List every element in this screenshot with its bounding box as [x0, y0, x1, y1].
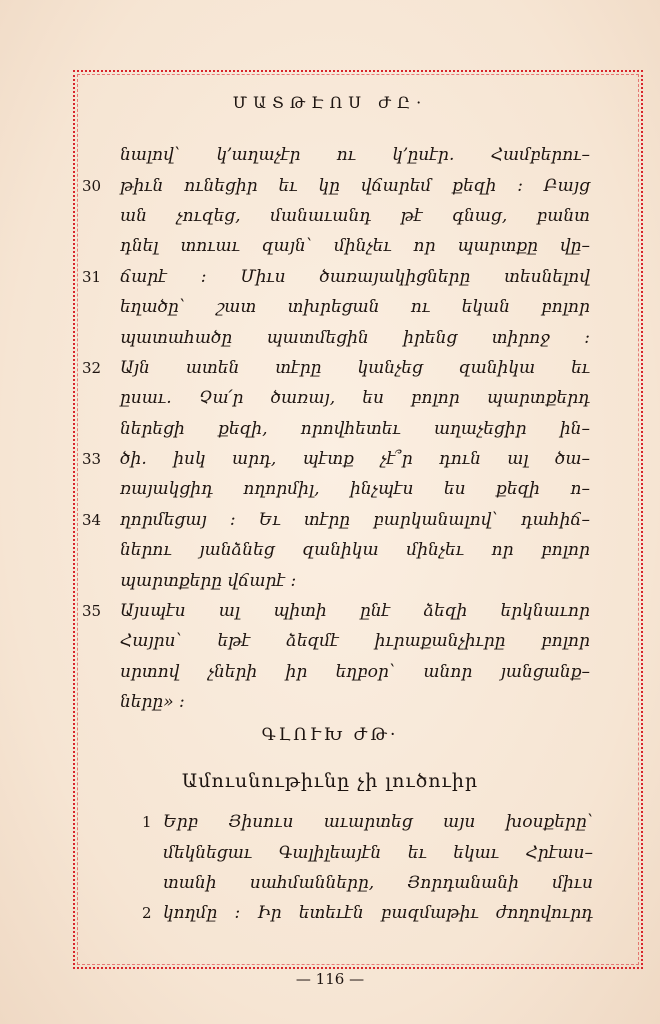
text-line — [120, 414, 590, 444]
text-line — [120, 231, 590, 261]
page-number: — 116 — — [295, 970, 365, 988]
text-line — [120, 292, 590, 322]
line-text: Երբ Յիսուս աւարտեց այս խօսքերը՝ — [163, 812, 593, 833]
text-line — [82, 353, 590, 383]
text-line — [120, 687, 590, 717]
text-line — [82, 262, 590, 292]
text-line — [120, 140, 590, 170]
line-text: ըսաւ․ Չա՛ր ծառայ, ես բոլոր պարտքերդ — [120, 388, 590, 409]
line-text: եղածը՝ շատ տխրեցան ու եկան բոլոր — [120, 297, 590, 318]
text-line — [120, 565, 590, 595]
text-line — [120, 201, 590, 231]
text-line — [120, 657, 590, 687]
line-text: դնել տուաւ զայն՝ մինչեւ որ պարտքը վը– — [120, 236, 590, 257]
line-text: նալով՝ կ՚աղաչէր ու կ՚ըսէր․ Համբերու– — [120, 145, 590, 166]
verse-number: 32 — [82, 358, 102, 377]
line-text: սրտով չների իր եղբօր՝ անոր յանցանք– — [120, 661, 590, 682]
text-line — [82, 444, 590, 474]
text-line — [142, 807, 593, 837]
verse-number: 1 — [142, 813, 152, 832]
line-text: ներու յանձնեց զանիկա մինչեւ որ բոլոր — [120, 540, 590, 561]
main-text-block — [82, 140, 590, 717]
line-text: ղորմեցայ : Եւ տէրը բարկանալով՝ դահիճ– — [120, 509, 590, 530]
line-text: ծի․ իսկ արդ, պէտք չէ՞ր դուն ալ ծա– — [120, 449, 590, 470]
line-text: ները» : — [120, 692, 185, 713]
text-line — [120, 626, 590, 656]
line-text: ռայակցիդ ողորմիլ, ինչպէս ես քեզի ո– — [120, 479, 590, 500]
text-line — [142, 898, 593, 928]
line-text: ներեցի քեզի, որովհետեւ աղաչեցիր ին– — [120, 418, 590, 439]
running-head: ՄԱՏԹԷՈՍ ԺԸ· — [232, 93, 428, 112]
line-text: ճարէ : Միւս ծառայակիցները տեսնելով — [120, 266, 590, 287]
verse-number: 35 — [82, 602, 102, 621]
line-text: Այսպէս ալ պիտի ընէ ձեզի երկնաւոր — [120, 601, 590, 622]
text-line — [120, 474, 590, 504]
line-text: մեկնեցաւ Գալիլեայէն եւ եկաւ Հրէաս– — [163, 842, 593, 863]
line-text: պարտքերը վճարէ : — [120, 570, 297, 591]
line-text: Հայրս՝ եթէ ձեզմէ իւրաքանչիւրը բոլոր — [120, 631, 590, 652]
text-line — [163, 868, 593, 898]
line-text: պատահածը պատմեցին իրենց տիրոջ : — [120, 327, 590, 348]
verse-number: 34 — [82, 510, 102, 529]
text-line — [82, 170, 590, 200]
chapter-text-block — [142, 807, 593, 929]
text-line — [120, 535, 590, 565]
text-line — [82, 596, 590, 626]
chapter-title: ԳԼՈՒԽ ԺԹ· — [261, 725, 399, 745]
line-text: թիւն ունեցիր եւ կը վճարեմ քեզի : Բայց — [120, 175, 590, 196]
verse-number: 33 — [82, 450, 102, 469]
line-text: կողմը : Իր ետեւէն բազմաթիւ ժողովուրդ — [163, 903, 593, 924]
text-line — [82, 505, 590, 535]
line-text: տանի սահմանները, Յորդանանի միւս — [163, 872, 593, 893]
verse-number: 31 — [82, 267, 102, 286]
text-line — [163, 837, 593, 867]
verse-number: 30 — [82, 176, 102, 195]
line-text: Այն ատեն տէրը կանչեց զանիկա եւ — [120, 357, 590, 378]
text-line — [120, 322, 590, 352]
section-title: Ամուսնութիւնը չի լուծուիր — [181, 770, 479, 792]
text-line — [120, 383, 590, 413]
verse-number: 2 — [142, 904, 152, 923]
line-text: ան չուզեց, մանաւանդ թէ գնաց, բանտ — [120, 205, 590, 226]
